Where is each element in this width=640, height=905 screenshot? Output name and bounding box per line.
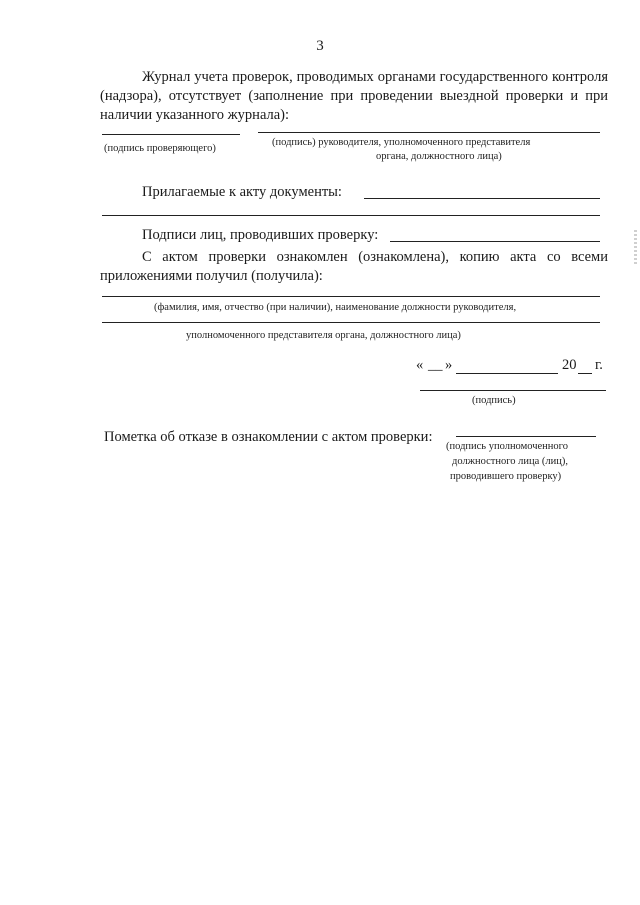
inspector-signature-caption: (подпись проверяющего) bbox=[104, 143, 216, 154]
date-month-line[interactable] bbox=[456, 373, 558, 374]
inspectors-signatures-line[interactable] bbox=[390, 241, 600, 242]
attachments-field-line2[interactable] bbox=[102, 215, 600, 216]
date-signature-line[interactable] bbox=[420, 390, 606, 391]
inspectors-signatures-label: Подписи лиц, проводивших проверку: bbox=[142, 227, 379, 243]
refusal-caption-line2: должностного лица (лиц), bbox=[452, 456, 568, 467]
refusal-signature-line[interactable] bbox=[456, 436, 596, 437]
attachments-field-line1[interactable] bbox=[364, 198, 600, 199]
date-open-quote: « bbox=[416, 357, 424, 373]
date-signature-caption: (подпись) bbox=[472, 395, 516, 406]
representative-signature-line[interactable] bbox=[258, 132, 600, 133]
acquainted-position-line[interactable] bbox=[102, 322, 600, 323]
date-close-quote: » bbox=[445, 357, 453, 373]
refusal-caption-line3: проводившего проверку) bbox=[450, 471, 562, 482]
acquainted-name-line[interactable] bbox=[102, 296, 600, 297]
acquainted-paragraph: С актом проверки ознакомлен (ознакомлена), копию акта со всеми приложениями получил (получила): bbox=[100, 249, 608, 284]
inspector-signature-line[interactable] bbox=[102, 134, 240, 135]
scan-edge-artifact bbox=[634, 230, 637, 266]
date-year-prefix: 20 bbox=[562, 357, 577, 373]
refusal-label: Пометка об отказе в ознакомлении с актом проверки: bbox=[104, 429, 433, 445]
journal-paragraph: Журнал учета проверок, проводимых органами государственного контроля (надзора), отсутствует (заполнение при проведении выездной проверки и при наличии указанного журнала): bbox=[100, 69, 608, 123]
acquainted-caption-line2: уполномоченного представителя органа, должностного лица) bbox=[186, 330, 461, 341]
acquainted-caption-line1: (фамилия, имя, отчество (при наличии), наименование должности руководителя, bbox=[154, 302, 517, 313]
representative-caption-line1: (подпись) руководителя, уполномоченного представителя bbox=[272, 137, 531, 148]
attachments-label: Прилагаемые к акту документы: bbox=[142, 184, 342, 200]
page-number: 3 bbox=[316, 38, 324, 54]
date-day-blank[interactable]: __ bbox=[428, 357, 443, 373]
date-year-suffix: г. bbox=[595, 357, 603, 373]
date-year-line[interactable] bbox=[578, 373, 592, 374]
refusal-caption-line1: (подпись уполномоченного bbox=[446, 441, 568, 452]
representative-caption-line2: органа, должностного лица) bbox=[376, 151, 502, 162]
